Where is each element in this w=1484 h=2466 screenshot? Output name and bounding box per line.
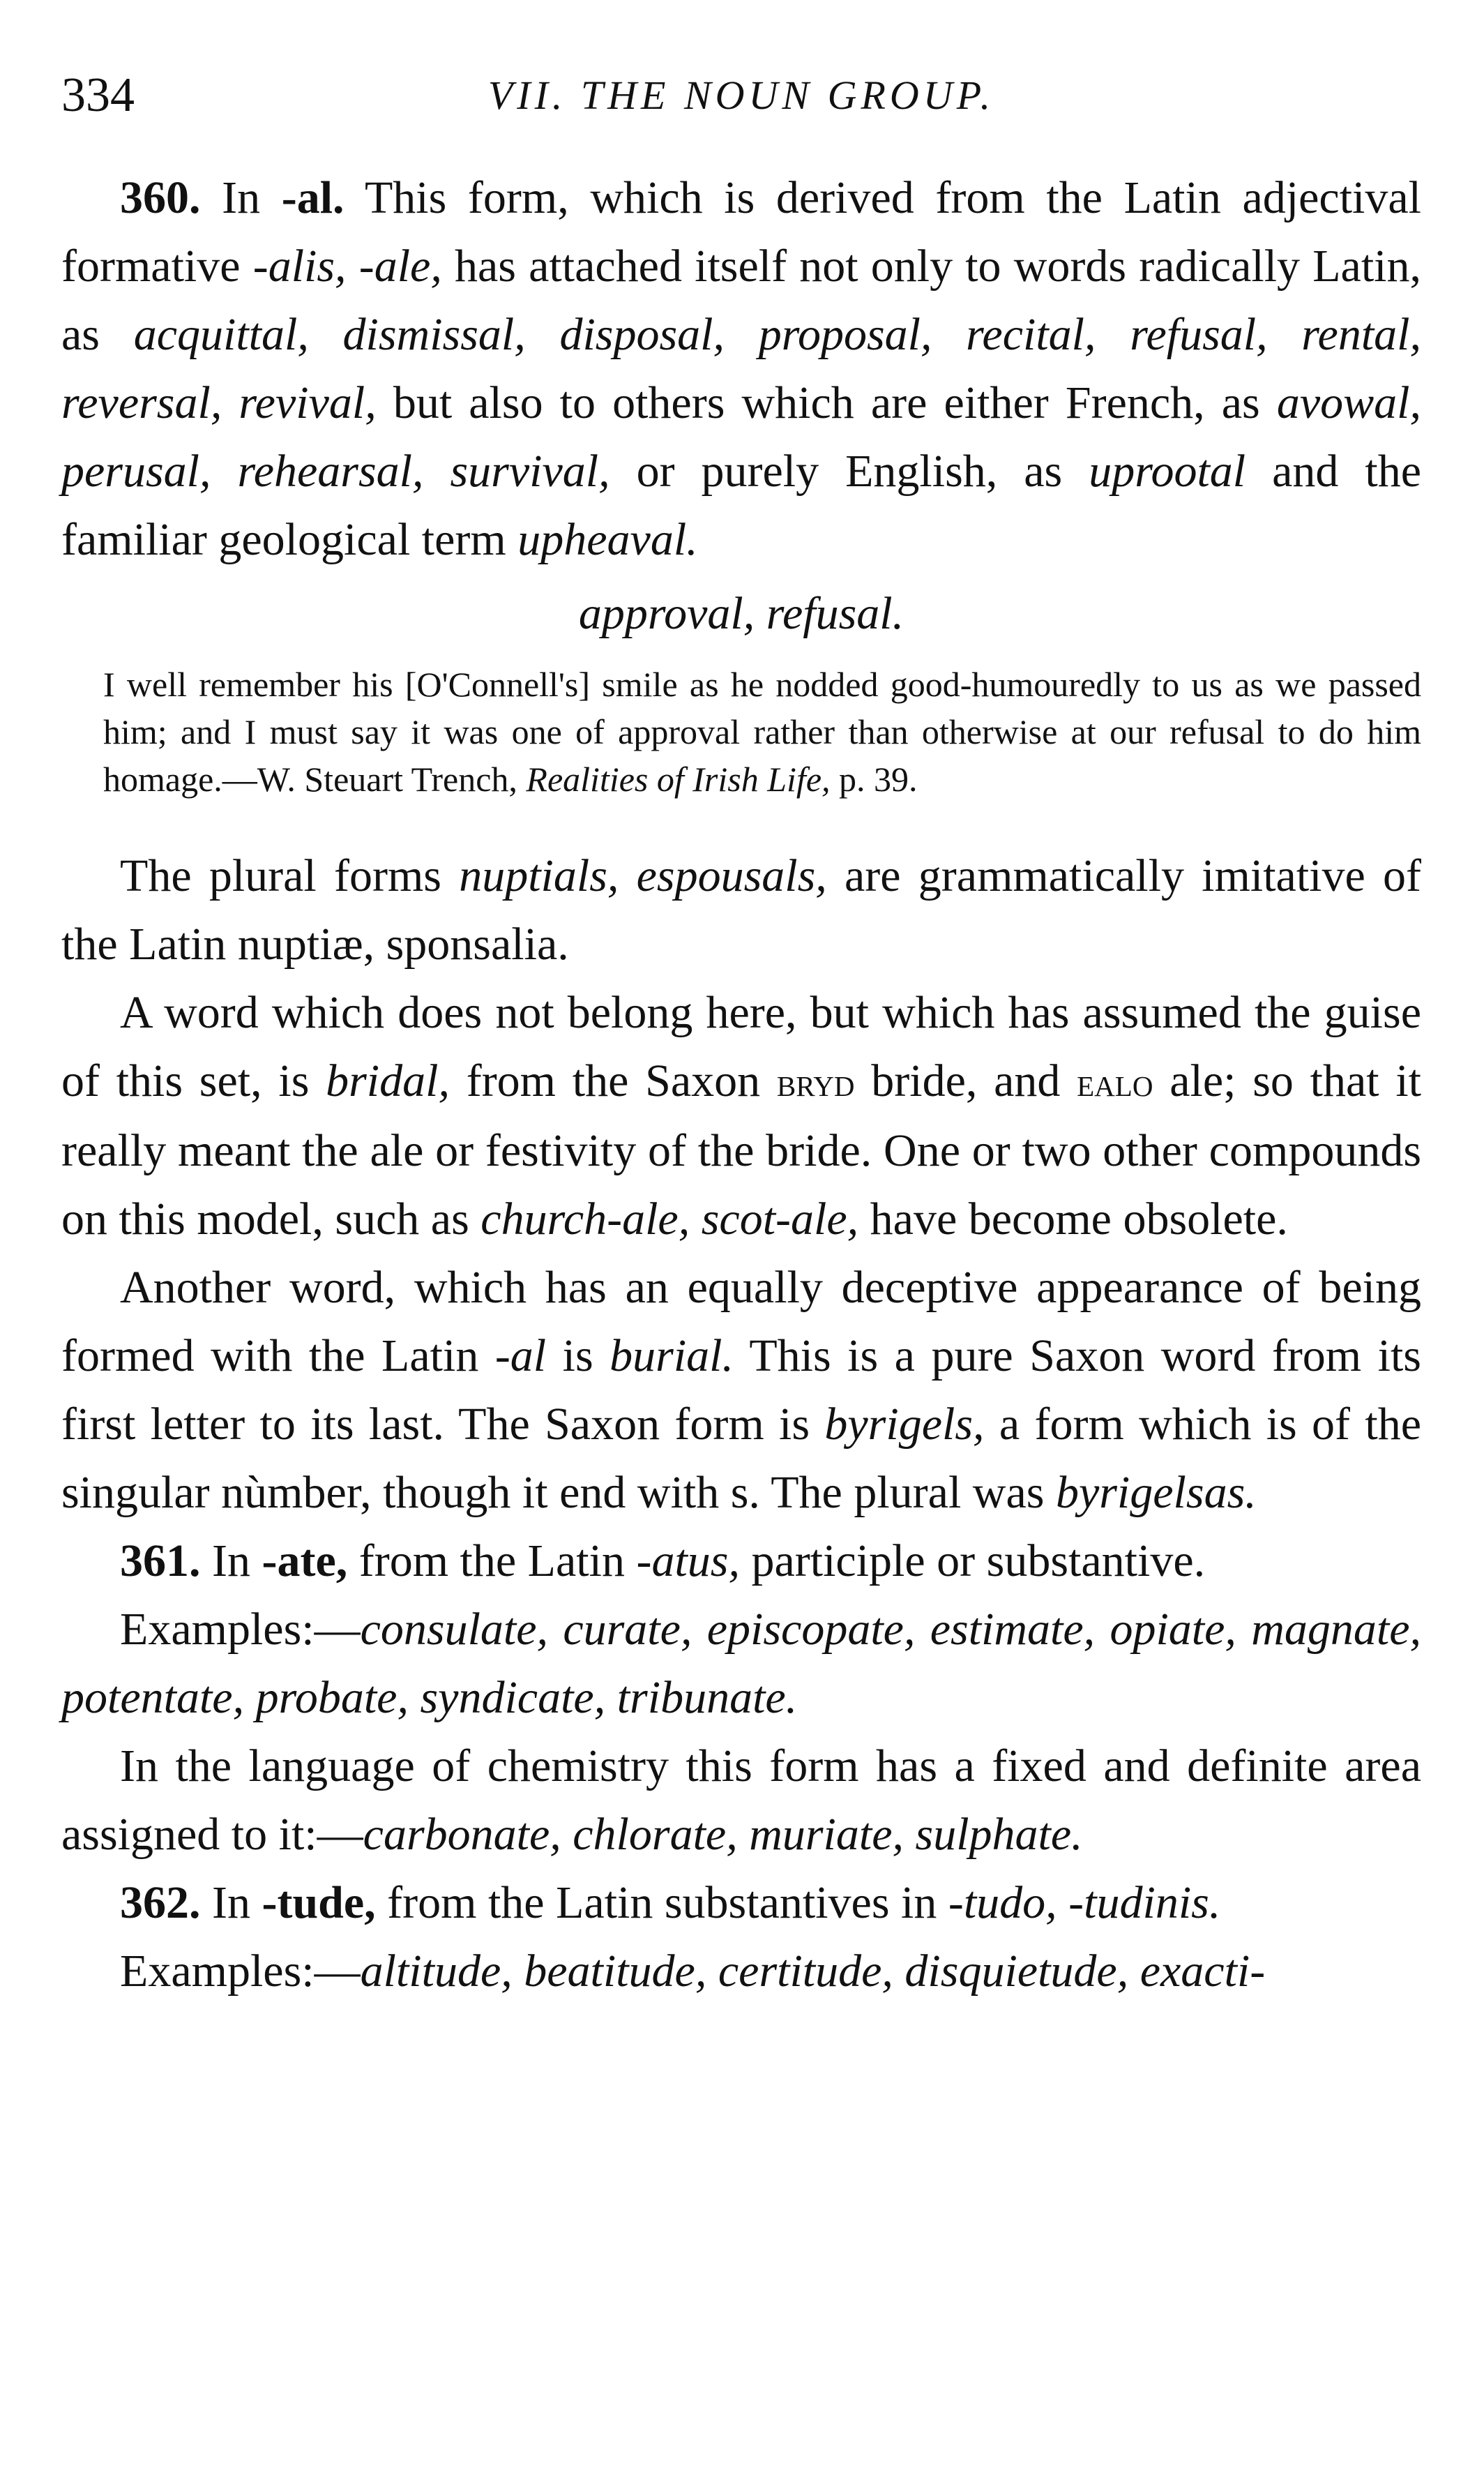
paragraph-bridal: A word which does not belong here, but which has assumed the guise of this set, is bridal, from the Saxon bryd bride, and ealo ale; so that it really meant the ale or festivity of the bride. One or two other compounds on this model, such as church-ale, scot-ale, have become obsolete. [61,987,1421,1245]
paragraph-burial: Another word, which has an equally deceptive appearance of being formed with the Latin -al is burial. This is a pure Saxon word from its first letter to its last. The Saxon form is byrigels, a form which is of the singular nùmber, though it end with s. The plural was byrigelsas. [61,1262,1421,1518]
block-quote: I well remember his [O'Connell's] smile as he nodded good-humouredly to us as we passed him; and I must say it was one of approval rather than otherwise at our refusal to do him homage.—W. Steuart Trench, Realities of Irish Life, p. 39. [103,665,1421,799]
example-words: upheaval. [517,514,698,565]
section-number: 362. [120,1877,201,1928]
paragraph-examples-tude: Examples:—altitude, beatitude, certitude, disquietude, exacti- [120,1946,1266,1997]
section-362: 362. In -tude, from the Latin substantives in -tudo, -tudinis. [120,1877,1221,1928]
suffix-label: -tude, [262,1877,376,1928]
section-360: 360. In -al. This form, which is derived from the Latin adjectival formative -alis, -ale, has attached itself not only to words radically Latin, as acquittal, dismissal, disposal, proposal, recital, refusal, rental, reversal, revival, but also to others which are either French, as avowal, perusal, rehearsal, survival, or purely English, as uprootal and the familiar geological term upheaval. [61,172,1421,565]
suffix-label: -al. [281,172,344,223]
paragraph-plural: The plural forms nuptials, espousals, are grammatically imitative of the Latin nuptiæ, sponsalia. [61,850,1421,970]
page-header [61,57,1421,134]
section-number: 360. [120,172,201,223]
page-body [61,164,1421,2006]
example-words: acquittal, dismissal, disposal, proposal, recital, refusal, rental, reversal, revival, [61,309,1421,428]
example-words: uprootal [1089,446,1246,497]
section-361: 361. In -ate, from the Latin -atus, participle or substantive. [120,1535,1206,1586]
quote-source-title: Realities of Irish Life, [526,760,831,799]
example-caption: approval, refusal. [578,588,904,639]
paragraph-examples-ate: Examples:—consulate, curate, episcopate, estimate, opiate, magnate, potentate, probate, syndicate, tribunate. [61,1604,1421,1723]
section-number: 361. [120,1535,201,1586]
paragraph-chemistry: In the language of chemistry this form has a fixed and definite area assigned to it:—carbonate, chlorate, muriate, sulphate. [61,1741,1421,1860]
example-words: avowal, perusal, rehearsal, survival, [61,377,1421,497]
suffix-label: -ate, [262,1535,348,1586]
page-number: 334 [61,68,135,122]
running-head: VII. THE NOUN GROUP. [487,73,995,118]
